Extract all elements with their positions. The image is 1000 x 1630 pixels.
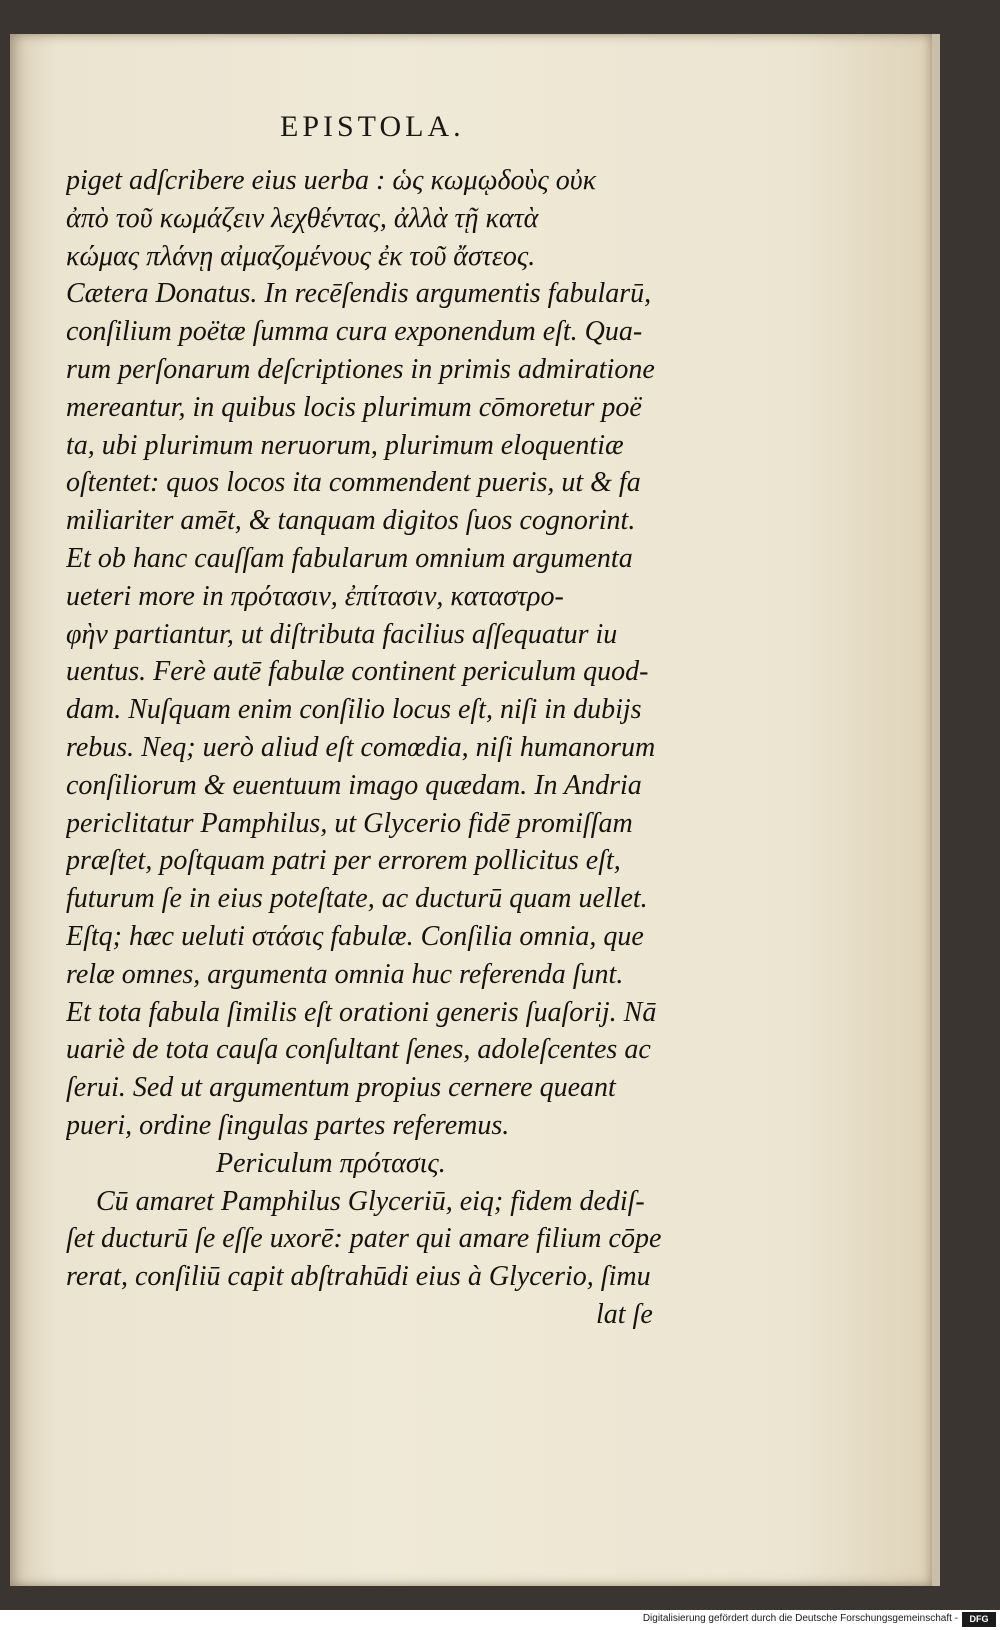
text-line: præſtet, poſtquam patri per errorem pollicitus eſt, [66,845,621,877]
text-line: conſilium poëtæ ſumma cura exponendum eſt. Qua- [66,316,643,348]
text-line: relæ omnes, argumenta omnia huc referenda ſunt. [66,958,624,990]
text-line: ſet ducturū ſe eſſe uxorē: pater qui amare filium cōpe [66,1223,662,1255]
text-line: piget adſcribere eius uerba : ὡς κωμῳδοὺς οὐκ [66,165,597,196]
text-line: dam. Nuſquam enim conſilio locus eſt, niſi in dubijs [66,694,642,726]
text-line: mereantur, in quibus locis plurimum cōmoretur poë [66,391,642,423]
text-line: conſiliorum & euentuum imago quædam. In Andria [66,769,642,801]
text-line: φὴν partiantur, ut diſtributa facilius aſſequatur iu [66,618,618,650]
text-line: Cū amaret Pamphilus Glyceriū, eiq; fidem dediſ- [96,1185,645,1217]
text-line: rerat, conſiliū capit abſtrahūdi eius à Glycerio, ſimu [66,1261,651,1293]
funding-credit: Digitalisierung gefördert durch die Deutsche Forschungsgemeinschaft - [642,1613,958,1624]
text-line: Eſtq; hæc ueluti στάσις fabulæ. Conſilia omnia, que [66,920,644,952]
text-line: Cætera Donatus. In recēſendis argumentis fabularū, [66,278,652,310]
text-line: Et ob hanc cauſſam fabularum omnium argumenta [66,542,633,574]
text-line: rum perſonarum deſcriptiones in primis admiratione [66,353,655,385]
running-head: EPISTOLA. [280,110,465,143]
text-line: periclitatur Pamphilus, ut Glycerio fidē promiſſam [66,807,633,839]
text-line: uariè de tota cauſa conſultant ſenes, adoleſcentes ac [66,1034,651,1066]
text-line: pueri, ordine ſingulas partes referemus. [66,1109,510,1141]
text-line: miliariter amēt, & tanquam digitos ſuos cognorint. [66,505,636,537]
page-edge [932,34,940,1586]
text-line: futurum ſe in eius poteſtate, ac ducturū quam uellet. [66,883,648,915]
page-text [66,162,706,1334]
text-line: Et tota fabula ſimilis eſt orationi generis ſuaſorij. Nā [66,996,657,1028]
text-line: ueteri more in πρότασιν, ἐπίτασιν, καταστρο- [66,580,564,612]
text-line: rebus. Neq; uerò aliud eſt comœdia, niſi humanorum [66,731,656,763]
catchword: lat ſe [596,1298,653,1330]
text-line: ſerui. Sed ut argumentum propius cernere queant [66,1072,616,1104]
text-line: ta, ubi plurimum neruorum, plurimum eloquentiæ [66,429,624,461]
section-heading: Periculum πρότασις. [216,1147,446,1179]
text-line: κώμας πλάνῃ αἰμαζομένους ἐκ τοῦ ἄστεος. [66,240,536,272]
text-line: oſtentet: quos locos ita commendent pueris, ut & fa [66,467,641,499]
text-line: ἀπὸ τοῦ κωμάζειν λεχθέντας, ἀλλὰ τῇ κατὰ [66,202,539,234]
footer-bar [0,1610,1000,1630]
text-line: uentus. Ferè autē fabulæ continent periculum quod- [66,656,649,688]
dfg-logo: DFG [962,1612,996,1627]
